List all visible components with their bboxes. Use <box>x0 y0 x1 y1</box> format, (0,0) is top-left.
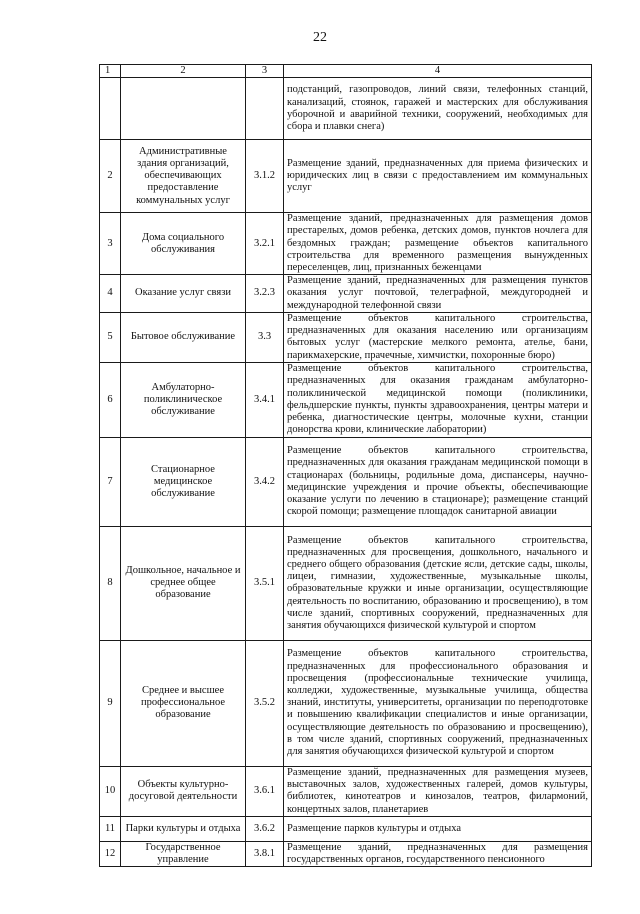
row-name <box>121 78 246 140</box>
row-name: Дома социального обслуживания <box>121 213 246 275</box>
row-description: Размещение объектов капитального строительства, предназначенных для оказания населению или организациям бытовых услуг (мастерские мелкого ремонта, ателье, бани, парикмахерские, прачечные, химчистки, похоронные бюро) <box>284 312 592 362</box>
row-name: Парки культуры и отдыха <box>121 816 246 841</box>
row-code: 3.4.2 <box>246 437 284 526</box>
row-name: Бытовое обслуживание <box>121 312 246 362</box>
row-number: 6 <box>100 362 121 437</box>
row-code: 3.5.1 <box>246 526 284 640</box>
row-description: Размещение парков культуры и отдыха <box>284 816 592 841</box>
row-description: Размещение зданий, предназначенных для размещения пунктов оказания услуг почтовой, телеграфной, междугородней и международной телефонной связи <box>284 275 592 313</box>
row-name: Оказание услуг связи <box>121 275 246 313</box>
row-code: 3.1.2 <box>246 140 284 213</box>
land-use-table <box>99 64 592 867</box>
row-number: 2 <box>100 140 121 213</box>
row-description: Размещение объектов капитального строительства, предназначенных для профессионального образования и просвещения (профессиональные технические училища, колледжи, художественные, музыкальные училища, общества знаний, институты, университеты, организации по переподготовке и повышению квалификации специалистов и иные организации, осуществляющие деятельность по образованию и просвещению), в том числе зданий, спортивных сооружений, предназначенных для занятия обучающихся физической культурой и спортом <box>284 640 592 766</box>
row-description: Размещение зданий, предназначенных для приема физических и юридических лиц в связи с предоставлением им коммунальных услуг <box>284 140 592 213</box>
row-name: Дошкольное, начальное и среднее общее образование <box>121 526 246 640</box>
row-number: 8 <box>100 526 121 640</box>
table-row <box>100 766 592 816</box>
row-code: 3.6.1 <box>246 766 284 816</box>
row-description: Размещение объектов капитального строительства, предназначенных для просвещения, дошкольного, начального и среднего общего образования (детские ясли, детские сады, школы, лицеи, гимназии, художественные, музыкальные школы, образовательные кружки и иные организации, осуществляющие деятельность по воспитанию, образованию и просвещению), в том числе зданий, спортивных сооружений, предназначенных для занятия обучающихся физической культурой и спортом <box>284 526 592 640</box>
table-row <box>100 437 592 526</box>
row-name: Амбулаторно-поликлиническое обслуживание <box>121 362 246 437</box>
column-header: 2 <box>121 65 246 78</box>
column-header: 3 <box>246 65 284 78</box>
row-number: 5 <box>100 312 121 362</box>
table-row <box>100 526 592 640</box>
table-row <box>100 816 592 841</box>
row-description: Размещение зданий, предназначенных для размещения домов престарелых, домов ребенка, детских домов, пунктов ночлега для бездомных граждан; размещение объектов капитального строительства для временного размещения вынужденных переселенцев, лиц, признанных беженцами <box>284 213 592 275</box>
table-row <box>100 78 592 140</box>
row-name: Государственное управление <box>121 841 246 866</box>
row-number: 9 <box>100 640 121 766</box>
row-number <box>100 78 121 140</box>
table-header-row <box>100 65 592 78</box>
row-description: подстанций, газопроводов, линий связи, телефонных станций, канализаций, стоянок, гаражей и мастерских для обслуживания уборочной и аварийной техники, сооружений, необходимых для сбора и плавки снега) <box>284 78 592 140</box>
row-code: 3.5.2 <box>246 640 284 766</box>
row-code <box>246 78 284 140</box>
row-name: Среднее и высшее профессиональное образование <box>121 640 246 766</box>
table-row <box>100 275 592 313</box>
table-row <box>100 362 592 437</box>
row-code: 3.2.3 <box>246 275 284 313</box>
row-code: 3.3 <box>246 312 284 362</box>
row-number: 4 <box>100 275 121 313</box>
row-number: 3 <box>100 213 121 275</box>
column-header: 1 <box>100 65 121 78</box>
row-code: 3.8.1 <box>246 841 284 866</box>
row-code: 3.2.1 <box>246 213 284 275</box>
column-header: 4 <box>284 65 592 78</box>
row-description: Размещение объектов капитального строительства, предназначенных для оказания гражданам амбулаторно-поликлинической медицинской помощи (поликлиники, фельдшерские пункты, пункты здравоохранения, центры матери и ребенка, диагностические центры, молочные кухни, станции донорства крови, клинические лаборатории) <box>284 362 592 437</box>
row-number: 11 <box>100 816 121 841</box>
row-name: Объекты культурно-досуговой деятельности <box>121 766 246 816</box>
row-number: 12 <box>100 841 121 866</box>
row-number: 10 <box>100 766 121 816</box>
row-code: 3.4.1 <box>246 362 284 437</box>
row-description: Размещение зданий, предназначенных для размещения государственных органов, государственного пенсионного <box>284 841 592 866</box>
page-number: 22 <box>313 30 327 45</box>
table-row <box>100 213 592 275</box>
row-description: Размещение зданий, предназначенных для размещения музеев, выставочных залов, художественных галерей, домов культуры, библиотек, кинотеатров и кинозалов, театров, филармоний, концертных залов, планетариев <box>284 766 592 816</box>
row-name: Административные здания организаций, обеспечивающих предоставление коммунальных услуг <box>121 140 246 213</box>
row-name: Стационарное медицинское обслуживание <box>121 437 246 526</box>
table-row <box>100 140 592 213</box>
table-row <box>100 841 592 866</box>
table-row <box>100 312 592 362</box>
table-row <box>100 640 592 766</box>
row-number: 7 <box>100 437 121 526</box>
row-description: Размещение объектов капитального строительства, предназначенных для оказания гражданам медицинской помощи в стационарах (больницы, родильные дома, диспансеры, научно-медицинские учреждения и прочие объекты, обеспечивающие оказание услуги по лечению в стационаре); размещение станций скорой помощи; размещение площадок санитарной авиации <box>284 437 592 526</box>
row-code: 3.6.2 <box>246 816 284 841</box>
